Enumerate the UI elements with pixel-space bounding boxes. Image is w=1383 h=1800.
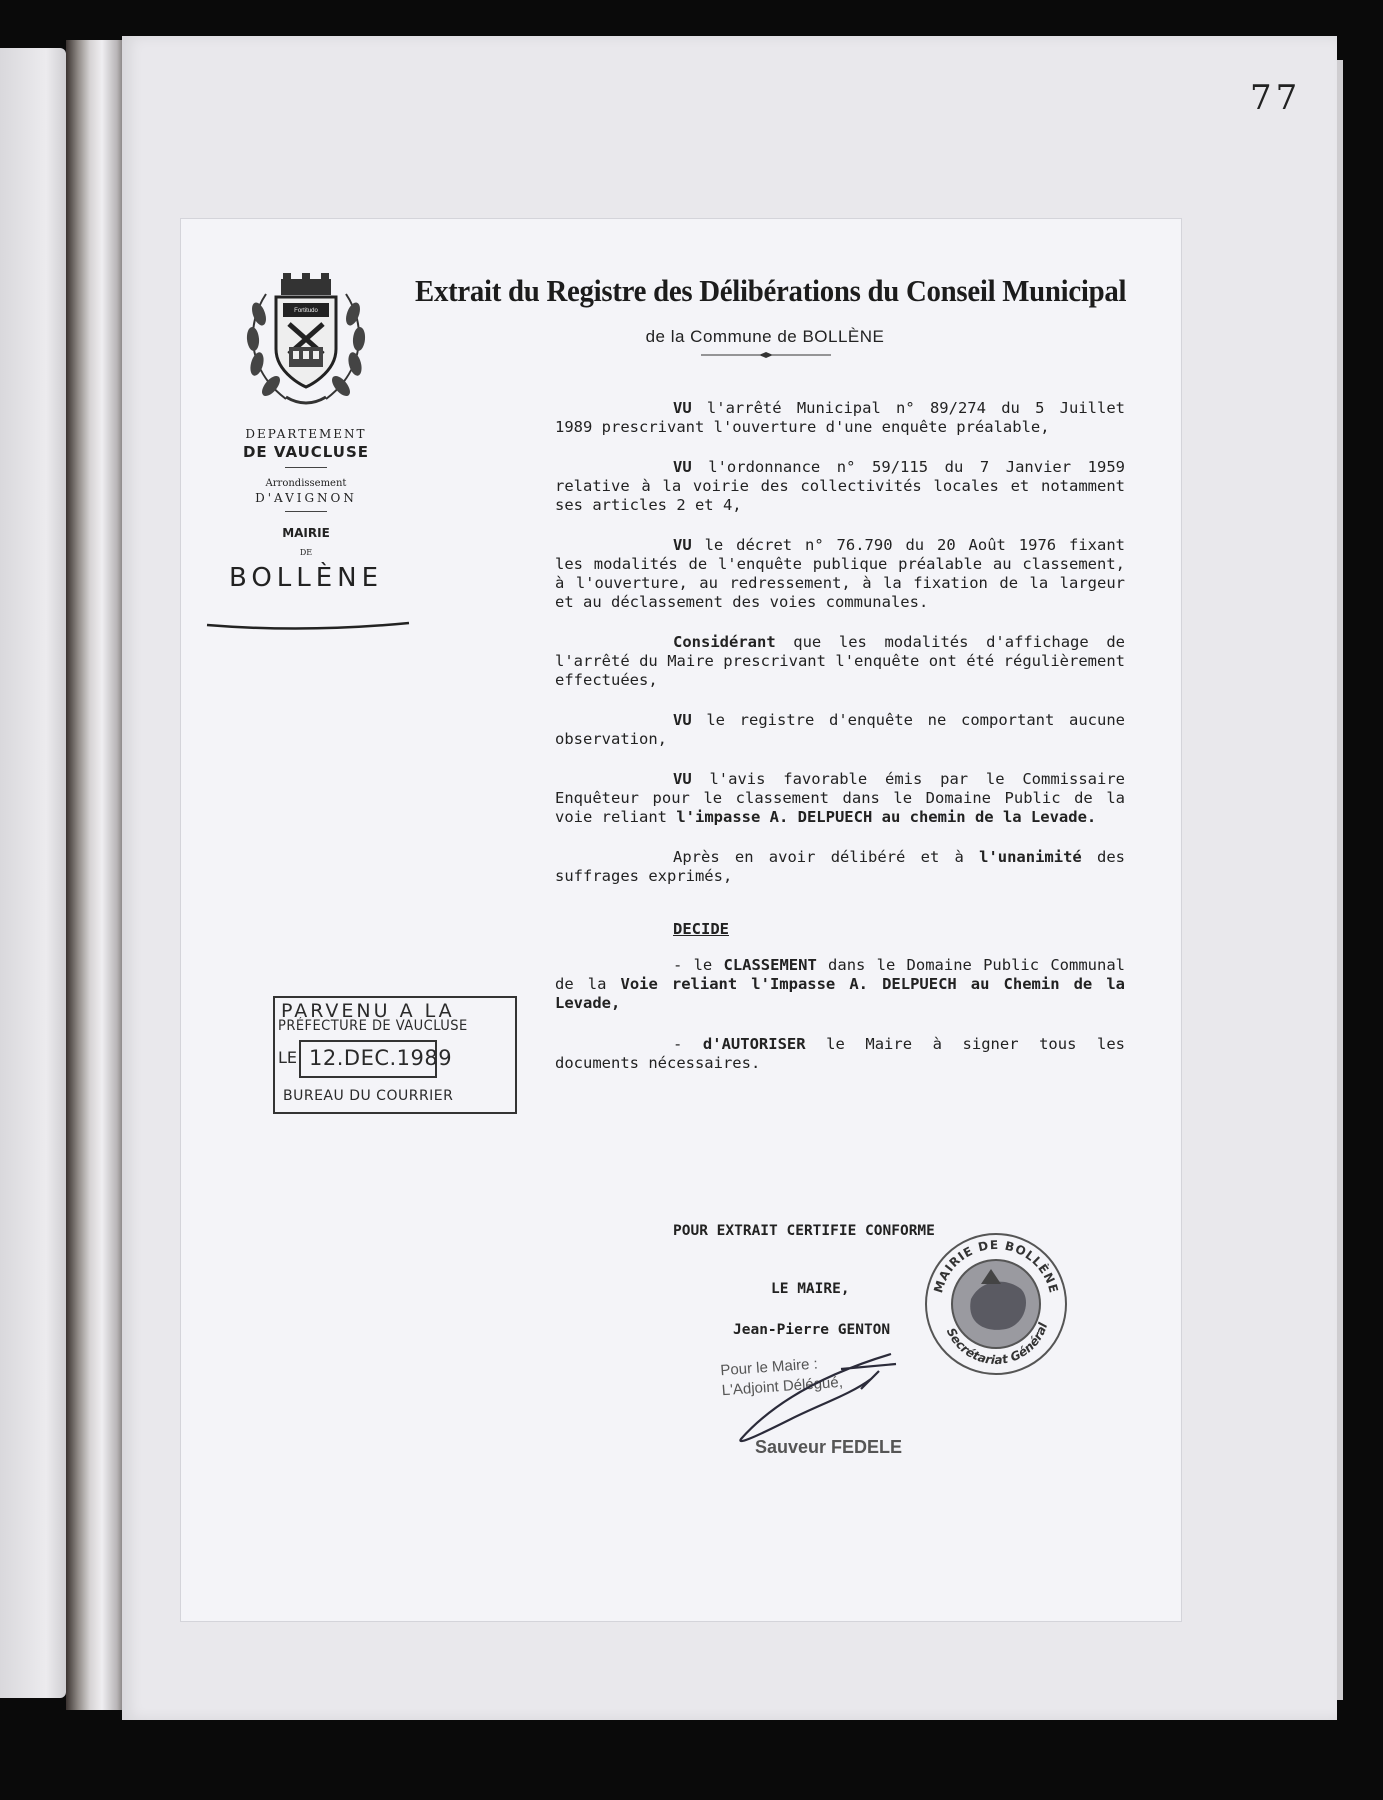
decision-classement [555, 956, 1125, 1013]
para-bold: d'AUTORISER [702, 1035, 806, 1053]
para-lead: VU [673, 536, 692, 554]
para-lead: Considérant [673, 633, 776, 651]
mairie-label: MAIRIE [282, 526, 330, 540]
para-lead: VU [673, 458, 692, 476]
town-name: BOLLÈNE [228, 563, 384, 593]
book-binding [66, 40, 126, 1710]
para-text: le Maire à signer tous les documents nécessaires. [555, 1035, 1125, 1072]
para-text: l'ordonnance n° 59/115 du 7 Janvier 1959 relative à la voirie des collectivités locales et notamment ses articles 2 et 4, [555, 458, 1125, 514]
stamp-le: LE [278, 1048, 298, 1067]
document-subtitle: de la Commune de BOLLÈNE [645, 327, 885, 346]
apres-paragraph [555, 848, 1125, 886]
para-text: le registre d'enquête ne comportant aucune observation, [555, 711, 1125, 748]
deliberation-body [555, 399, 1125, 1095]
consideration-paragraph [555, 399, 1125, 437]
adjoint-label: L'Adjoint Délégué, [721, 1373, 844, 1400]
seal-bottom-text: Secrétariat Général [943, 1321, 1051, 1368]
left-page [0, 48, 66, 1698]
swash-divider [205, 619, 411, 633]
coat-of-arms-icon [231, 269, 381, 419]
stamp-date: 12.DEC.1989 [309, 1046, 453, 1070]
para-text: que les modalités d'affichage de l'arrêté du Maire prescrivant l'enquête ont été régulièrement effectuées, [555, 633, 1125, 689]
consideration-paragraph [555, 633, 1125, 690]
divider [285, 511, 327, 512]
para-bold: l'unanimité [979, 848, 1082, 866]
avis-paragraph [555, 770, 1125, 827]
deliberation-extract [180, 218, 1182, 1622]
title-divider [701, 352, 831, 358]
seal-top-text: MAIRIE DE BOLLÈNE [931, 1237, 1061, 1296]
department-label: DEPARTEMENT [245, 427, 367, 441]
arrondissement-label: Arrondissement [265, 478, 347, 489]
mairie-seal-icon [921, 1229, 1071, 1379]
para-text: le décret n° 76.790 du 20 Août 1976 fixant les modalités de l'enquête publique préalable au classement, à l'ouverture, au redressement, à la fixation de la largeur et au déclassement des voies communales. [555, 536, 1125, 611]
para-bold: l'impasse A. DELPUECH au chemin de la Levade. [676, 808, 1097, 826]
arrondissement-name: D'AVIGNON [255, 491, 357, 505]
decide-heading: DECIDE [673, 920, 729, 938]
consideration-paragraph [555, 711, 1125, 749]
para-text: l'arrêté Municipal n° 89/274 du 5 Juillet 1989 prescrivant l'ouverture d'une enquête préalable, [555, 399, 1125, 436]
divider [285, 467, 327, 468]
stamp-line-1: PARVENU A LA [281, 1000, 455, 1022]
para-text: Après en avoir délibéré et à [673, 848, 980, 866]
svg-text:Fortitudo: Fortitudo [294, 308, 318, 314]
consideration-paragraph [555, 536, 1125, 612]
page-edge [1337, 60, 1343, 1700]
handwritten-signature-icon [721, 1349, 901, 1449]
para-lead: VU [673, 399, 692, 417]
pour-le-maire: Pour le Maire : [719, 1355, 819, 1380]
para-bold: Voie reliant l'Impasse A. DELPUECH au Chemin de la Levade, [555, 975, 1125, 1012]
para-text: - le [673, 956, 724, 974]
stamp-line-3: BUREAU DU COURRIER [283, 1088, 454, 1104]
de-label: DE [299, 548, 313, 557]
page-number: 77 [1250, 78, 1302, 118]
department-name: DE VAUCLUSE [242, 443, 370, 461]
certify-text: POUR EXTRAIT CERTIFIE CONFORME [673, 1223, 935, 1239]
adjoint-name: Sauveur FEDELE [755, 1437, 903, 1457]
para-lead: VU [673, 711, 692, 729]
para-text: des suffrages exprimés, [555, 848, 1126, 885]
considerations-list [555, 399, 1125, 749]
para-text: dans le Domaine Public Communal de la [555, 956, 1125, 993]
maire-title: LE MAIRE, [771, 1281, 850, 1297]
document-title: Extrait du Registre des Délibérations du Conseil Municipal [415, 273, 1127, 308]
department-block [201, 427, 411, 593]
stamp-line-2: PRÉFECTURE DE VAUCLUSE [278, 1018, 468, 1034]
decision-autoriser [555, 1035, 1125, 1073]
para-lead: VU [673, 770, 692, 788]
para-text: l'avis favorable émis par le Commissaire Enquêteur pour le classement dans le Domaine Public de la voie reliant [555, 770, 1125, 826]
para-text: - [673, 1035, 703, 1053]
consideration-paragraph [555, 458, 1125, 515]
reception-stamp [273, 996, 517, 1114]
para-bold: CLASSEMENT [723, 956, 817, 974]
maire-name: Jean-Pierre GENTON [733, 1322, 891, 1338]
